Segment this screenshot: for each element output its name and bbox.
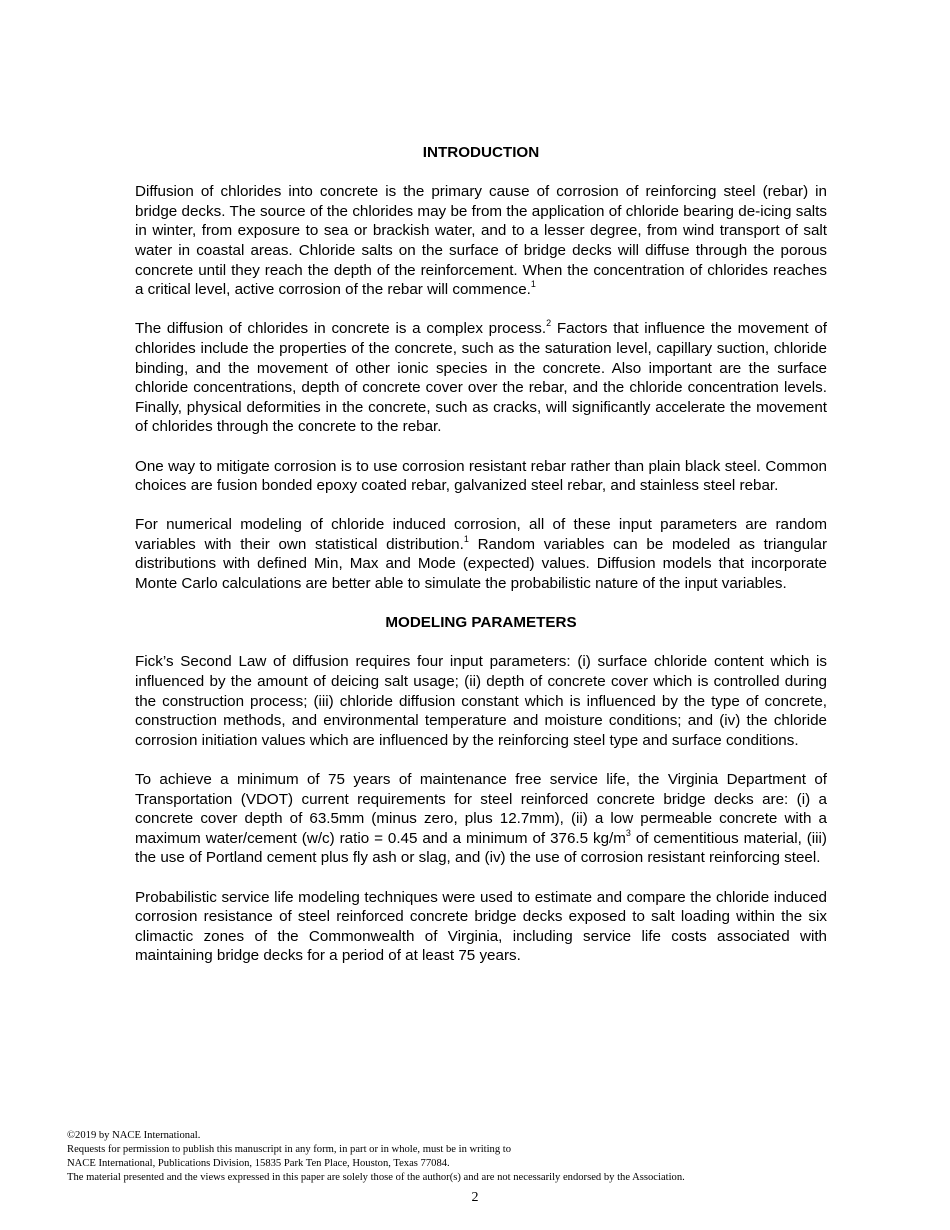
footer-address-line: NACE International, Publications Division, 15835 Park Ten Place, Houston, Texas 77084.	[67, 1158, 450, 1169]
intro-p4-text-b: Random variables can be modeled as triangular distributions with defined Min, Max and Mode (expected) values. Diffusion models that incorporate Monte Carlo calculations are better able to simulate the probabilistic nature of the input variables.	[135, 535, 828, 593]
intro-paragraph-3: One way to mitigate corrosion is to use corrosion resistant rebar rather than plain black steel. Common choices are fusion bonded epoxy coated rebar, galvanized steel rebar, and stainless steel rebar.	[135, 457, 827, 495]
modeling-parameters-heading: MODELING PARAMETERS	[385, 614, 577, 632]
introduction-heading: INTRODUCTION	[422, 144, 540, 161]
intro-p1-text: Diffusion of chlorides into concrete is the primary cause of corrosion of reinforcing steel (rebar) in bridge decks. The source of the chlorides may be from the application of chloride bearing de-icing salts in winter, from exposure to sea or brackish water, and to a lesser degree, from wind transport of salt water in coastal areas. Chloride salts on the surface of bridge decks will diffuse through the porous concrete until they reach the depth of the reinforcement. When the concentration of chlorides reaches a critical level, active corrosion of the rebar will commence.	[135, 183, 827, 299]
reference-superscript: 2	[546, 318, 552, 329]
reference-superscript: 1	[463, 533, 469, 544]
copyright-footer	[67, 1129, 897, 1185]
reference-superscript: 1	[530, 279, 536, 290]
modeling-paragraph-3: Probabilistic service life modeling techniques were used to estimate and compare the chloride induced corrosion resistance of steel reinforced concrete bridge decks exposed to salt loading within the six climactic zones of the Commonwealth of Virginia, including service life costs associated with maintaining bridge decks for a period of at least 75 years.	[135, 888, 827, 965]
modeling-p2-text-a: To achieve a minimum of 75 years of maintenance free service life, the Virginia Department of Transportation (VDOT) current requirements for steel reinforced concrete bridge decks are: (i) a concrete cover depth of 63.5mm (minus zero, plus 12.7mm), (ii) a low permeable concrete with a maximum water/cement (w/c) ratio = 0.45 and a minimum of 376.5 kg/m	[135, 771, 827, 847]
footer-copyright: ©2019 by NACE International.	[67, 1130, 201, 1141]
footer-disclaimer-line: The material presented and the views expressed in this paper are solely those of the author(s) and are not necessarily endorsed by the Association.	[67, 1172, 685, 1183]
intro-paragraph-4	[135, 515, 827, 593]
unit-superscript: 3	[625, 827, 631, 838]
intro-p4-text-a: For numerical modeling of chloride induced corrosion, all of these input parameters are random variables with their own statistical distribution.	[135, 516, 827, 553]
intro-p2-text-b: Factors that influence the movement of chlorides include the properties of the concrete, such as the saturation level, capillary suction, chloride binding, and the movement of other ionic species in the concrete. Also important are the surface chloride concentrations, depth of concrete cover over the rebar, and the chloride concentration levels. Finally, physical deformities in the concrete, such as cracks, will significantly accelerate the movement of chlorides through the concrete to the rebar.	[135, 320, 827, 436]
intro-p2-text-a: The diffusion of chlorides in concrete is a complex process.	[135, 320, 547, 338]
modeling-paragraph-2	[135, 770, 827, 868]
intro-paragraph-1	[135, 182, 827, 300]
modeling-p2-text-b: of cementitious material, (iii) the use of Portland cement plus fly ash or slag, and (iv) the use of corrosion resistant reinforcing steel.	[135, 829, 827, 867]
intro-paragraph-2	[135, 319, 827, 437]
footer-permission-line: Requests for permission to publish this manuscript in any form, in part or in whole, must be in writing to	[67, 1144, 512, 1155]
body-text	[135, 143, 827, 986]
modeling-paragraph-1: Fick’s Second Law of diffusion requires four input parameters: (i) surface chloride content which is influenced by the amount of deicing salt usage; (ii) depth of concrete cover which is controlled during the construction process; (iii) chloride diffusion constant which is influenced by the type of concrete, construction methods, and environmental temperature and moisture conditions; and (iv) the chloride corrosion initiation values which are influenced by the reinforcing steel type and surface conditions.	[135, 653, 827, 749]
page-number: 2	[471, 1190, 479, 1205]
